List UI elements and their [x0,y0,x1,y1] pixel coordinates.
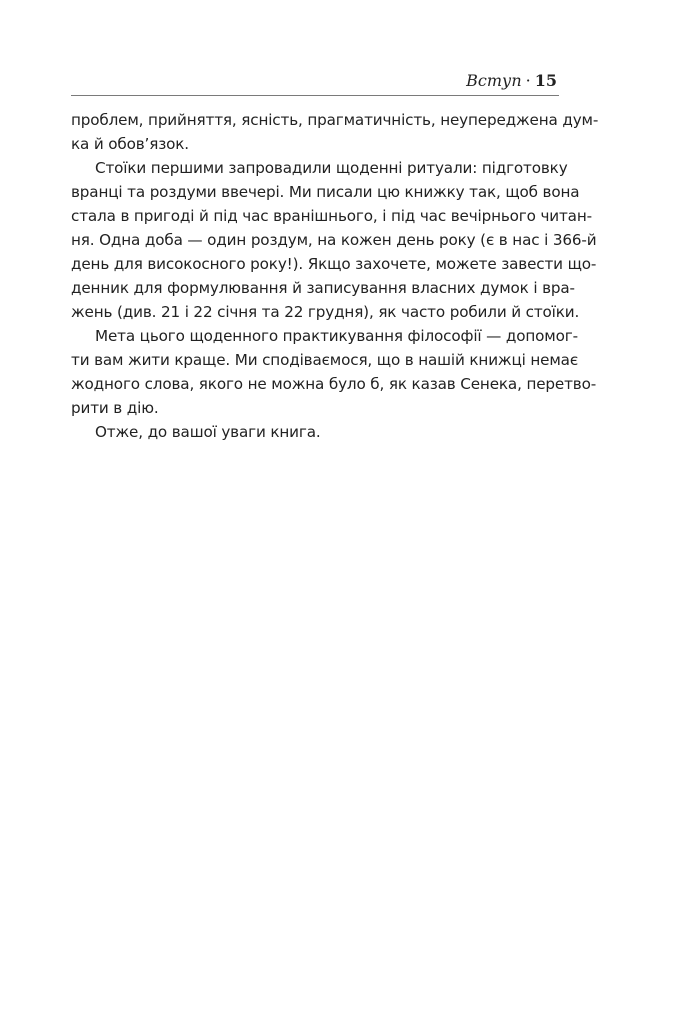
running-header [71,69,559,96]
text-line: стала в пригоді й під час вранішнього, і під час вечірнього читан- [71,207,592,225]
text-line: рити в дію. [71,399,159,417]
header-section-title: Вступ [466,71,522,90]
main-text [71,108,599,444]
text-line: Мета цього щоденного практикування філософії — допомог- [95,327,578,345]
text-line: ня. Одна доба — один роздум, на кожен день року (є в нас і 366-й [71,231,597,249]
text-line: денник для формулювання й записування власних думок і вра- [71,279,575,297]
text-line: жодного слова, якого не можна було б, як казав Сенека, перетво- [71,375,597,393]
text-line: ти вам жити краще. Ми сподіваємося, що в нашій книжці немає [71,351,579,369]
header-right [466,71,557,91]
header-separator: · [525,71,531,90]
text-line: жень (див. 21 і 22 січня та 22 грудня), як часто робили й стоїки. [71,303,580,321]
text-line: вранці та роздуми ввечері. Ми писали цю книжку так, щоб вона [71,183,580,201]
text-line: Отже, до вашої уваги книга. [95,423,321,441]
text-line: проблем, прийняття, ясність, прагматичність, неупереджена дум- [71,111,599,129]
page-number: 15 [534,71,557,90]
text-line: ка й обов’язок. [71,135,189,153]
text-line: день для високосного року!). Якщо захочете, можете завести що- [71,255,597,273]
text-line: Стоїки першими запровадили щоденні ритуали: підготовку [95,159,568,177]
